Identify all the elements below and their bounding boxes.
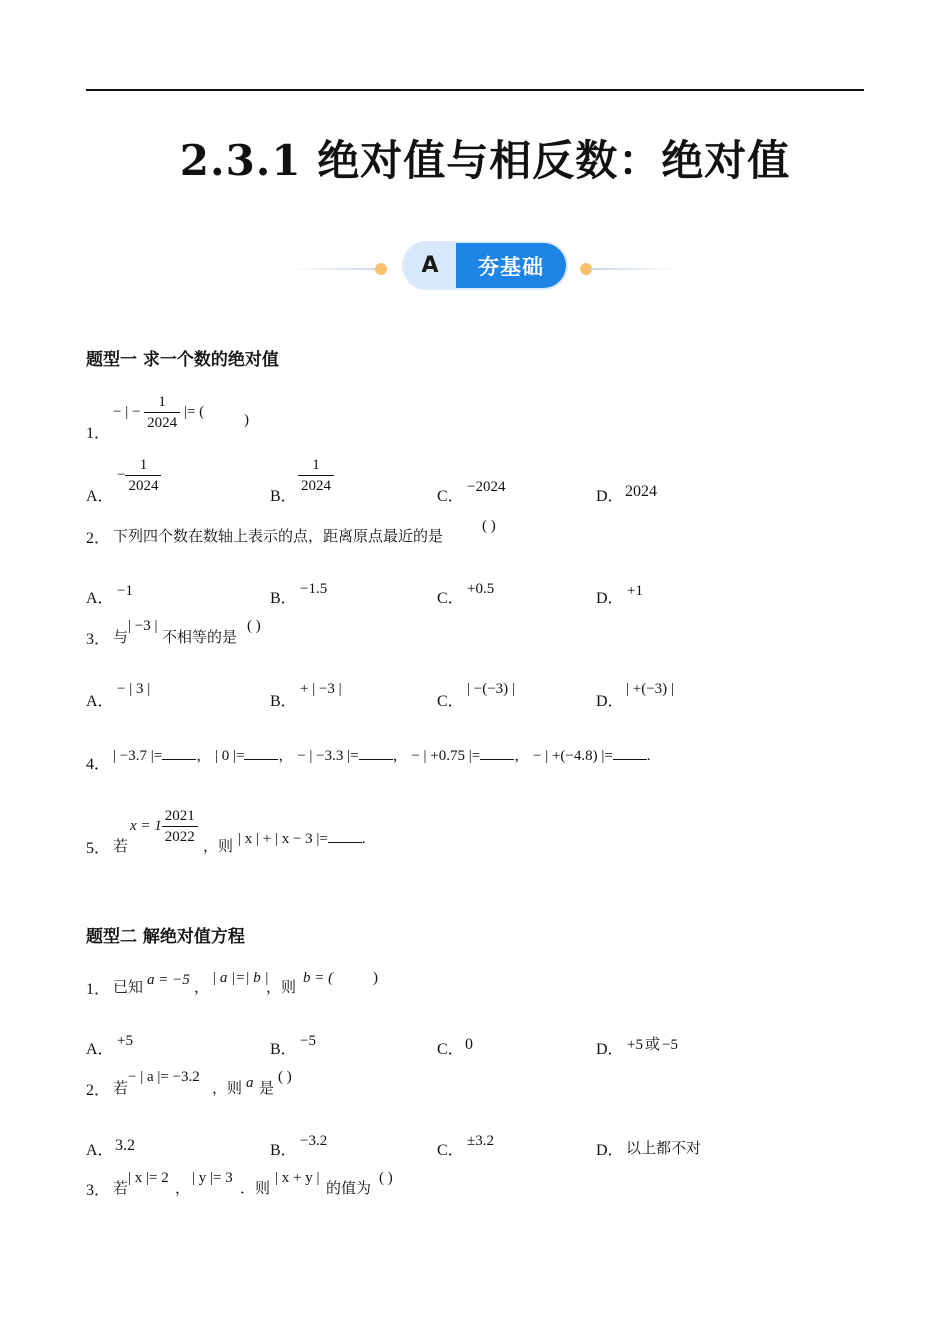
option-label: B． xyxy=(270,693,297,710)
answer-blank xyxy=(328,828,362,843)
option-label: A． xyxy=(86,693,114,710)
option-c-value: 0 xyxy=(465,1036,473,1053)
option-c-value: −2024 xyxy=(467,479,506,495)
question-expression xyxy=(130,806,198,847)
option-b-value: −1.5 xyxy=(300,581,328,597)
option-label: D． xyxy=(596,590,624,607)
question-expression xyxy=(113,392,204,433)
fill-blank-row xyxy=(113,744,651,765)
numerator: 1 xyxy=(158,394,166,410)
question-text: ．则 xyxy=(240,1179,271,1197)
option-c-value: | −(−3) | xyxy=(467,681,515,697)
question-number: 3． xyxy=(86,631,111,648)
option-label: B． xyxy=(270,488,297,505)
option-label: C． xyxy=(437,693,464,710)
badge-label: 夯基础 xyxy=(456,243,566,288)
question-text: 若 xyxy=(113,1079,129,1097)
question-expression: b = ( xyxy=(303,970,334,986)
period: . xyxy=(361,831,366,847)
question-number: 1． xyxy=(86,981,111,998)
question-number: 2． xyxy=(86,530,111,547)
badge-line-right xyxy=(590,268,680,270)
question-expression: | a |=| b | xyxy=(212,970,269,986)
option-d-value: 2024 xyxy=(625,483,657,500)
answer-blank xyxy=(162,745,196,760)
expression: − | +(−4.8) |= xyxy=(533,748,613,764)
answer-paren: ( ) xyxy=(482,518,496,534)
option-label: A． xyxy=(86,1041,114,1058)
question-expression: | −3 | xyxy=(128,618,158,634)
question-number: 5． xyxy=(86,840,111,857)
option-label: C． xyxy=(437,1041,464,1058)
sign: − xyxy=(117,466,126,483)
question-text: ，则 xyxy=(266,978,297,996)
question-text: 的值为 xyxy=(326,1179,372,1197)
option-label: B． xyxy=(270,1041,297,1058)
option-label: C． xyxy=(437,488,464,505)
question-text: ，则 xyxy=(203,837,234,855)
option-label: A． xyxy=(86,488,114,505)
option-b-value: −5 xyxy=(300,1033,316,1049)
comma: ， xyxy=(194,978,210,996)
option-c-value: +0.5 xyxy=(467,581,495,597)
denominator: 2022 xyxy=(162,826,198,847)
page-title: 2.3.1 绝对值与相反数：绝对值 xyxy=(179,136,791,185)
question-number: 1． xyxy=(86,425,111,442)
expression: | x | + | x − 3 |= xyxy=(238,831,328,847)
badge-dot-left xyxy=(375,263,387,275)
question-expression xyxy=(238,828,366,848)
question-expression: − | a |= −3.2 xyxy=(128,1069,200,1085)
question-expression: | x + y | xyxy=(275,1170,320,1186)
expr-prefix: − | − xyxy=(113,403,141,420)
value: −5 xyxy=(661,1037,678,1053)
value: +5 xyxy=(627,1037,643,1053)
option-label: C． xyxy=(437,590,464,607)
answer-paren: ( ) xyxy=(278,1069,292,1085)
option-label: D． xyxy=(596,1142,624,1159)
question-text: 已知 xyxy=(113,978,144,996)
denominator: 2024 xyxy=(125,475,161,496)
level-badge xyxy=(404,243,566,288)
numerator: 1 xyxy=(139,457,148,473)
question-expression: | y |= 3 xyxy=(192,1170,233,1186)
option-b-value xyxy=(298,455,334,496)
question-expression: | x |= 2 xyxy=(128,1170,169,1186)
question-expression: a = −5 xyxy=(147,972,190,988)
section-heading-2: 题型二 解绝对值方程 xyxy=(86,927,245,947)
option-label: D． xyxy=(596,488,624,505)
answer-paren: ( ) xyxy=(379,1170,393,1186)
question-text: 是 xyxy=(259,1079,275,1097)
fraction xyxy=(144,392,180,433)
mixed-fraction xyxy=(162,806,198,847)
option-a-value xyxy=(117,455,161,496)
option-a-value: − | 3 | xyxy=(117,681,151,697)
option-b-value: −3.2 xyxy=(300,1133,328,1149)
expression: | −3.7 |= xyxy=(113,748,163,764)
question-text: 与 xyxy=(113,628,129,646)
variable: a xyxy=(246,1075,254,1091)
period: . xyxy=(646,748,651,764)
option-a-value: 3.2 xyxy=(115,1137,135,1154)
badge-line-left xyxy=(290,268,380,270)
option-d-value: +1 xyxy=(627,583,643,599)
question-number: 4． xyxy=(86,756,111,773)
answer-blank xyxy=(480,745,514,760)
question-text: 若 xyxy=(113,1179,129,1197)
option-label: B． xyxy=(270,1142,297,1159)
badge-letter: A xyxy=(404,243,456,288)
option-d-value: | +(−3) | xyxy=(626,681,674,697)
denominator: 2024 xyxy=(144,412,180,433)
variable-x: x = 1 xyxy=(130,817,162,834)
option-b-value: + | −3 | xyxy=(300,681,342,697)
option-a-value: +5 xyxy=(117,1033,133,1049)
option-d-value xyxy=(627,1033,678,1054)
answer-blank xyxy=(613,745,647,760)
denominator: 2024 xyxy=(298,475,334,496)
section-heading-1: 题型一 求一个数的绝对值 xyxy=(86,350,279,370)
option-d-value: 以上都不对 xyxy=(626,1139,702,1157)
fraction xyxy=(125,455,161,496)
expression: − | +0.75 |= xyxy=(411,748,481,764)
expr-suffix: |= ( xyxy=(183,403,205,420)
answer-blank xyxy=(244,745,278,760)
option-label: A． xyxy=(86,1142,114,1159)
question-text: 不相等的是 xyxy=(162,628,238,646)
question-number: 2． xyxy=(86,1082,111,1099)
option-a-value: −1 xyxy=(117,583,133,599)
fraction xyxy=(298,455,334,496)
option-c-value: ±3.2 xyxy=(467,1133,494,1149)
or-text: 或 xyxy=(644,1035,660,1053)
expression: | 0 |= xyxy=(214,748,245,764)
option-label: D． xyxy=(596,693,624,710)
header-rule xyxy=(86,89,864,91)
expression: − | −3.3 |= xyxy=(297,748,359,764)
numerator: 1 xyxy=(312,457,320,473)
answer-paren: ( ) xyxy=(247,618,261,634)
question-number: 3． xyxy=(86,1182,111,1199)
option-label: C． xyxy=(437,1142,464,1159)
comma: ， xyxy=(392,746,408,764)
question-text: ，则 xyxy=(212,1079,243,1097)
answer-paren: ) xyxy=(373,970,378,986)
question-text: 下列四个数在数轴上表示的点，距离原点最近的是 xyxy=(113,527,444,545)
answer-paren: ) xyxy=(244,412,249,428)
answer-blank xyxy=(359,745,393,760)
question-text: 若 xyxy=(113,837,129,855)
option-label: A． xyxy=(86,590,114,607)
comma: ， xyxy=(278,746,294,764)
comma: ， xyxy=(175,1179,191,1197)
comma: ， xyxy=(196,746,212,764)
option-label: B． xyxy=(270,590,297,607)
comma: ， xyxy=(514,746,530,764)
option-label: D． xyxy=(596,1041,624,1058)
numerator: 2021 xyxy=(164,808,195,824)
